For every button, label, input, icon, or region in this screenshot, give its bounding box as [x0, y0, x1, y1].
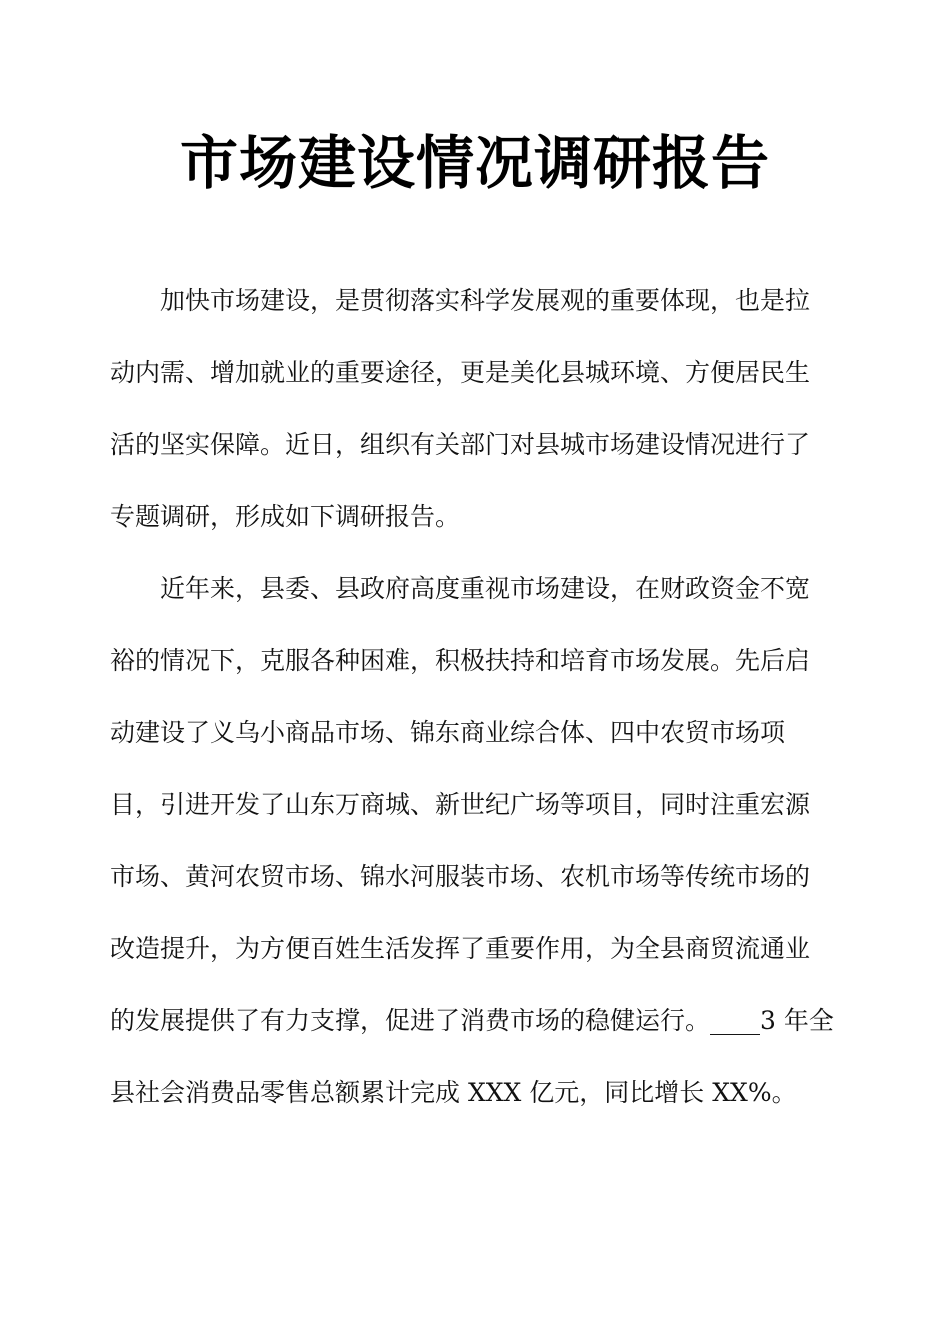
text-line: 市场、黄河农贸市场、锦水河服装市场、农机市场等传统市场的	[110, 862, 811, 891]
text-line: 动内需、增加就业的重要途径，更是美化县城环境、方便居民生	[110, 358, 811, 387]
paragraph-intro	[110, 265, 826, 553]
text-line: 加快市场建设，是贯彻落实科学发展观的重要体现，也是拉	[160, 286, 811, 315]
text-line: 专题调研，形成如下调研报告。	[110, 502, 461, 531]
text-line: 目，引进开发了山东万商城、新世纪广场等项目，同时注重宏源	[110, 790, 811, 819]
document-body	[110, 265, 834, 1129]
text-line: 县社会消费品零售总额累计完成 XXX 亿元，同比增长 XX%。	[110, 1078, 797, 1107]
paragraph-overview	[110, 553, 834, 1129]
text-line: 近年来，县委、县政府高度重视市场建设，在财政资金不宽	[160, 574, 811, 603]
text-line: 改造提升，为方便百姓生活发挥了重要作用，为全县商贸流通业	[110, 934, 811, 963]
document-title: 市场建设情况调研报告	[179, 129, 770, 197]
text-line: 活的坚实保障。近日，组织有关部门对县城市场建设情况进行了	[110, 430, 811, 459]
text-line: 动建设了义乌小商品市场、锦东商业综合体、四中农贸市场项	[110, 718, 786, 747]
text-line: 的发展提供了有力支撑，促进了消费市场的稳健运行。____3 年全	[110, 1006, 834, 1035]
text-line: 裕的情况下，克服各种困难，积极扶持和培育市场发展。先后启	[110, 646, 811, 675]
